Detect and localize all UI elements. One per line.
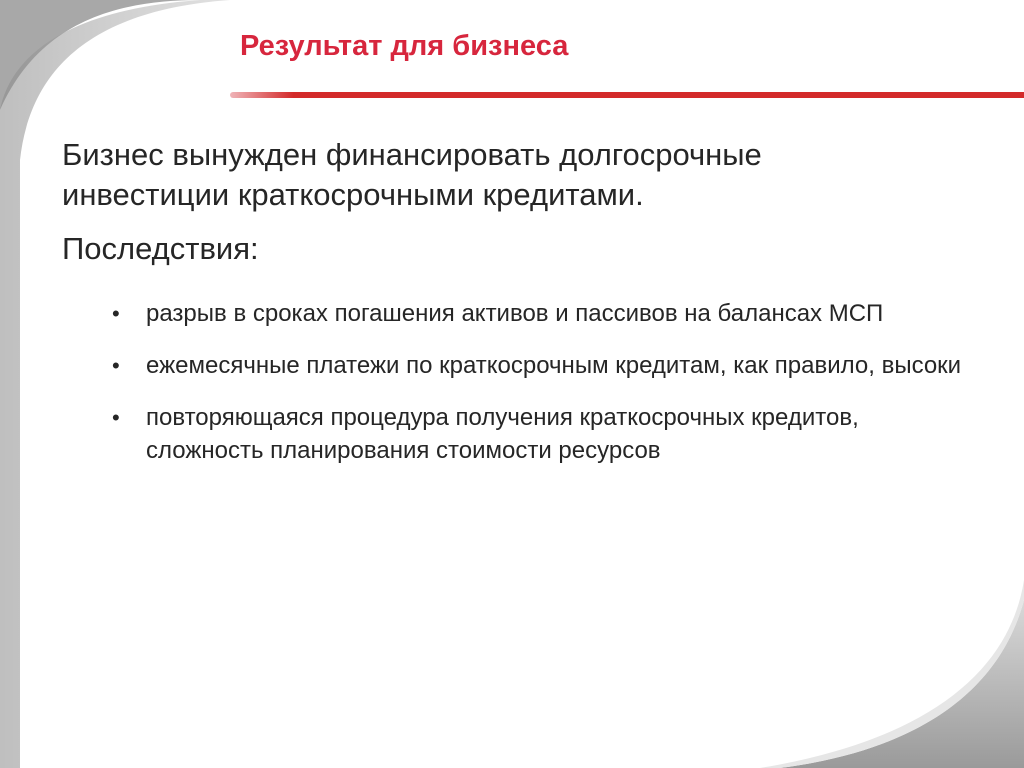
slide-body [62, 135, 962, 486]
bullet-icon: • [112, 405, 120, 430]
list-item-text: ежемесячные платежи по краткосрочным кредитам, как правило, высоки [146, 352, 962, 379]
list-item-text: повторяющаяся процедура получения краткосрочных кредитов, сложность планирования стоимости ресурсов [146, 404, 859, 464]
consequences-list [62, 297, 962, 467]
list-item [62, 349, 966, 382]
consequences-heading: Последствия: [62, 231, 259, 266]
bullet-icon: • [112, 301, 120, 326]
lead-paragraph: Бизнес вынужден финансировать долгосрочные инвестиции краткосрочными кредитами. [62, 137, 762, 212]
title-underline [230, 92, 1024, 98]
list-item-text: разрыв в сроках погашения активов и пассивов на балансах МСП [146, 300, 884, 327]
slide-title: Результат для бизнеса [240, 30, 569, 62]
list-item [62, 401, 966, 467]
bullet-icon: • [112, 353, 120, 378]
list-item [62, 297, 966, 330]
